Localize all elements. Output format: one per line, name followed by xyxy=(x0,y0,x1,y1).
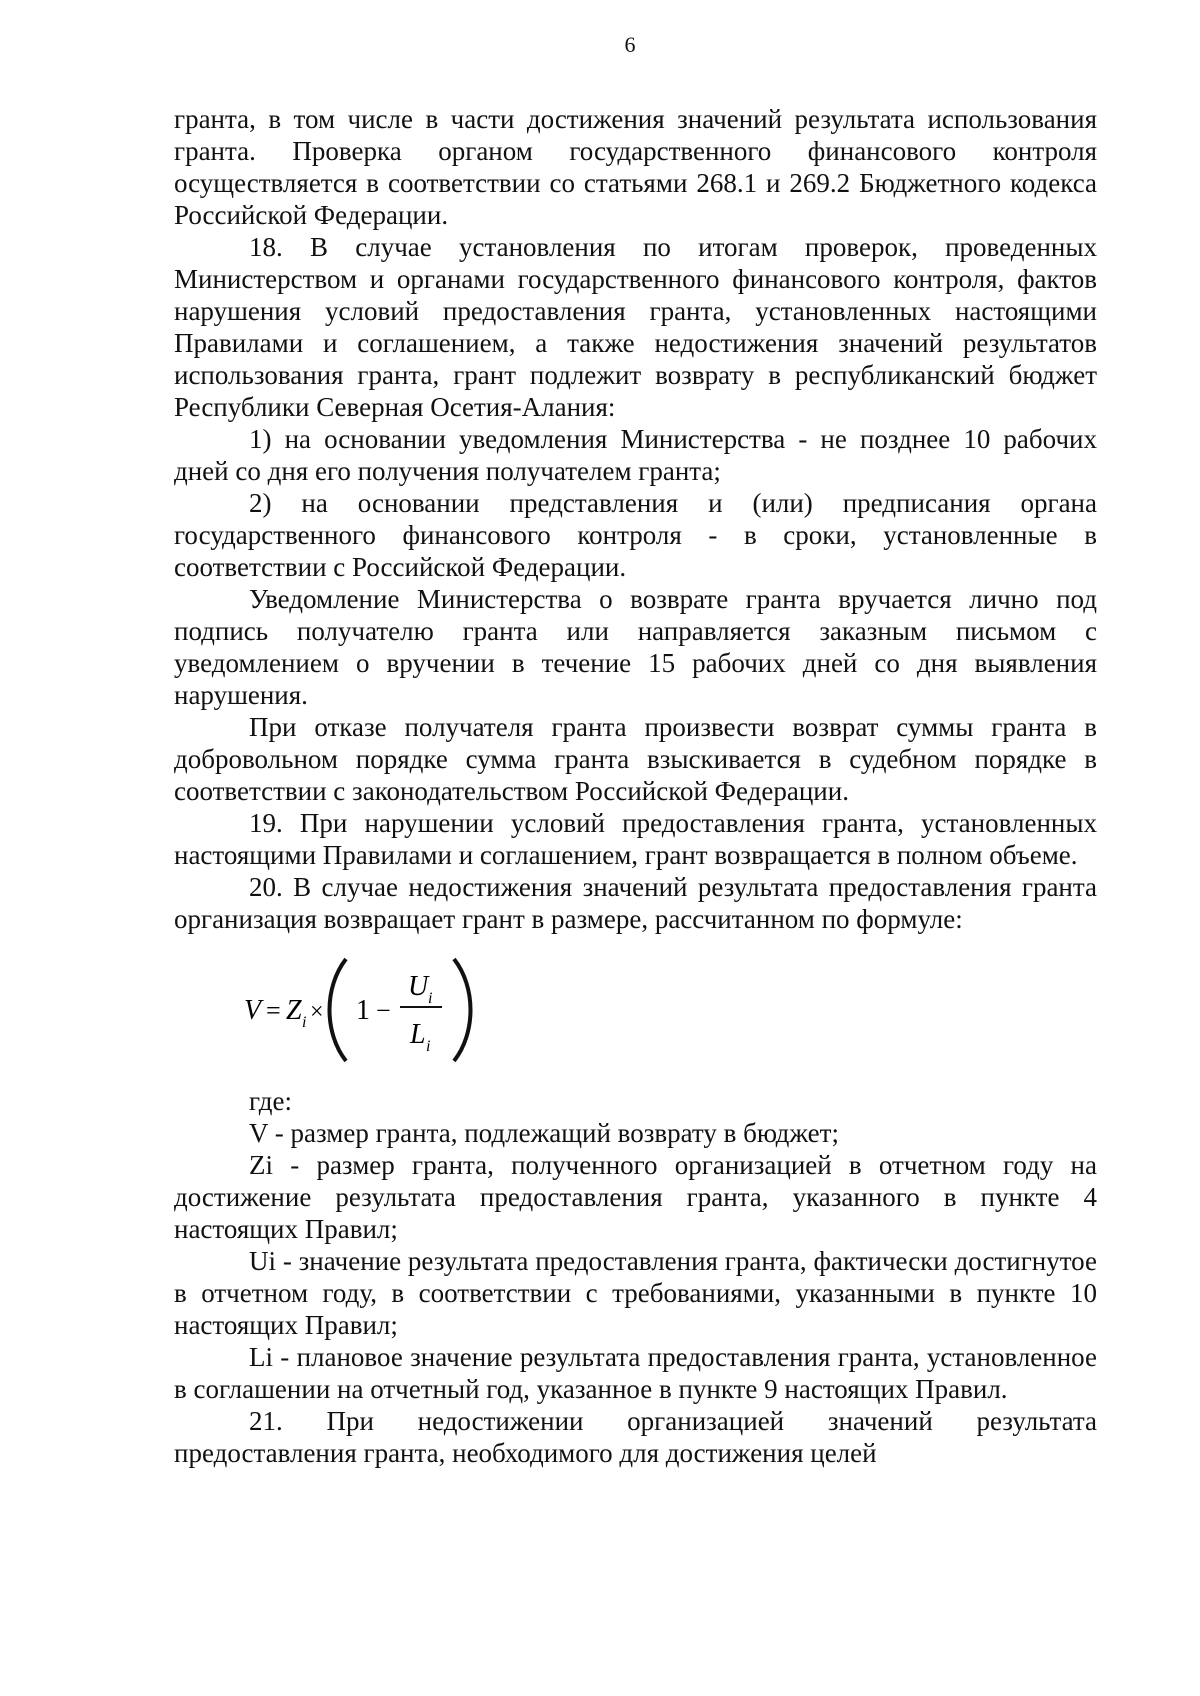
definition-ui: Ui - значение результата предоставления гранта, фактически достигнутое в отчетном году, в соответствии с требованиями, указанными в пункте 10 настоящих Правил; xyxy=(174,1246,1097,1340)
definition-v: V - размер гранта, подлежащий возврату в бюджет; xyxy=(249,1118,839,1148)
refund-formula xyxy=(174,935,1097,1085)
page-number: 6 xyxy=(624,32,636,57)
where-label: где: xyxy=(249,1086,292,1116)
formula-minus: − xyxy=(376,996,391,1025)
paragraph-20: 20. В случае недостижения значений результата предоставления гранта организация возвращает грант в размере, рассчитанном по формуле: xyxy=(174,872,1097,934)
paragraph-grant-check: гранта, в том числе в части достижения значений результата использования гранта. Проверка органом государственного финансового контроля осуществляется в соответствии со статьями 268.1 и 269.2 Бюджетного кодекса Российской Федерации. xyxy=(174,104,1097,230)
paragraph-18-1: 1) на основании уведомления Министерства - не позднее 10 рабочих дней со дня его получения получателем гранта; xyxy=(174,424,1097,486)
formula-right-paren xyxy=(454,959,471,1061)
formula-denominator-sub: i xyxy=(426,1038,431,1055)
formula-times: × xyxy=(310,999,324,1025)
paragraph-21: 21. При недостижении организацией значений результата предоставления гранта, необходимого для достижения целей xyxy=(174,1406,1097,1468)
formula-equals: = xyxy=(266,996,281,1025)
paragraph-18-2: 2) на основании представления и (или) предписания органа государственного финансового контроля - в сроки, установленные в соответствии с Российской Федерации. xyxy=(174,488,1097,582)
formula-denominator: L xyxy=(410,1019,426,1050)
formula-z-sub: i xyxy=(302,1014,307,1031)
paragraph-18: 18. В случае установления по итогам проверок, проведенных Министерством и органами государственного финансового контроля, фактов нарушения условий предоставления гранта, установленных настоящими Правилами и соглашением, а также недостижения значений результатов использования гранта, грант подлежит возврату в республиканский бюджет Республики Северная Осетия-Алания: xyxy=(174,232,1097,422)
paragraph-19: 19. При нарушении условий предоставления гранта, установленных настоящими Правилами и соглашением, грант возвращается в полном объеме. xyxy=(174,808,1097,870)
document-body xyxy=(174,103,1097,1469)
formula-left-paren xyxy=(330,959,347,1061)
definition-zi: Zi - размер гранта, полученного организацией в отчетном году на достижение результата предоставления гранта, указанного в пункте 4 настоящих Правил; xyxy=(174,1150,1097,1244)
paragraph-notification: Уведомление Министерства о возврате гранта вручается лично под подпись получателю гранта или направляется заказным письмом с уведомлением о вручении в течение 15 рабочих дней со дня выявления нарушения. xyxy=(174,584,1097,710)
formula-lhs: V xyxy=(244,995,262,1026)
paragraph-refusal: При отказе получателя гранта произвести возврат суммы гранта в добровольном порядке сумма гранта взыскивается в судебном порядке в соответствии с законодательством Российской Федерации. xyxy=(174,712,1097,806)
formula-numerator-sub: i xyxy=(428,990,433,1007)
formula-numerator: U xyxy=(408,971,429,1002)
formula-one: 1 xyxy=(356,995,370,1026)
definition-li: Li - плановое значение результата предоставления гранта, установленное в соглашении на отчетный год, указанное в пункте 9 настоящих Правил. xyxy=(174,1342,1097,1404)
formula-z: Z xyxy=(286,995,302,1026)
formula-graphic xyxy=(244,947,524,1073)
